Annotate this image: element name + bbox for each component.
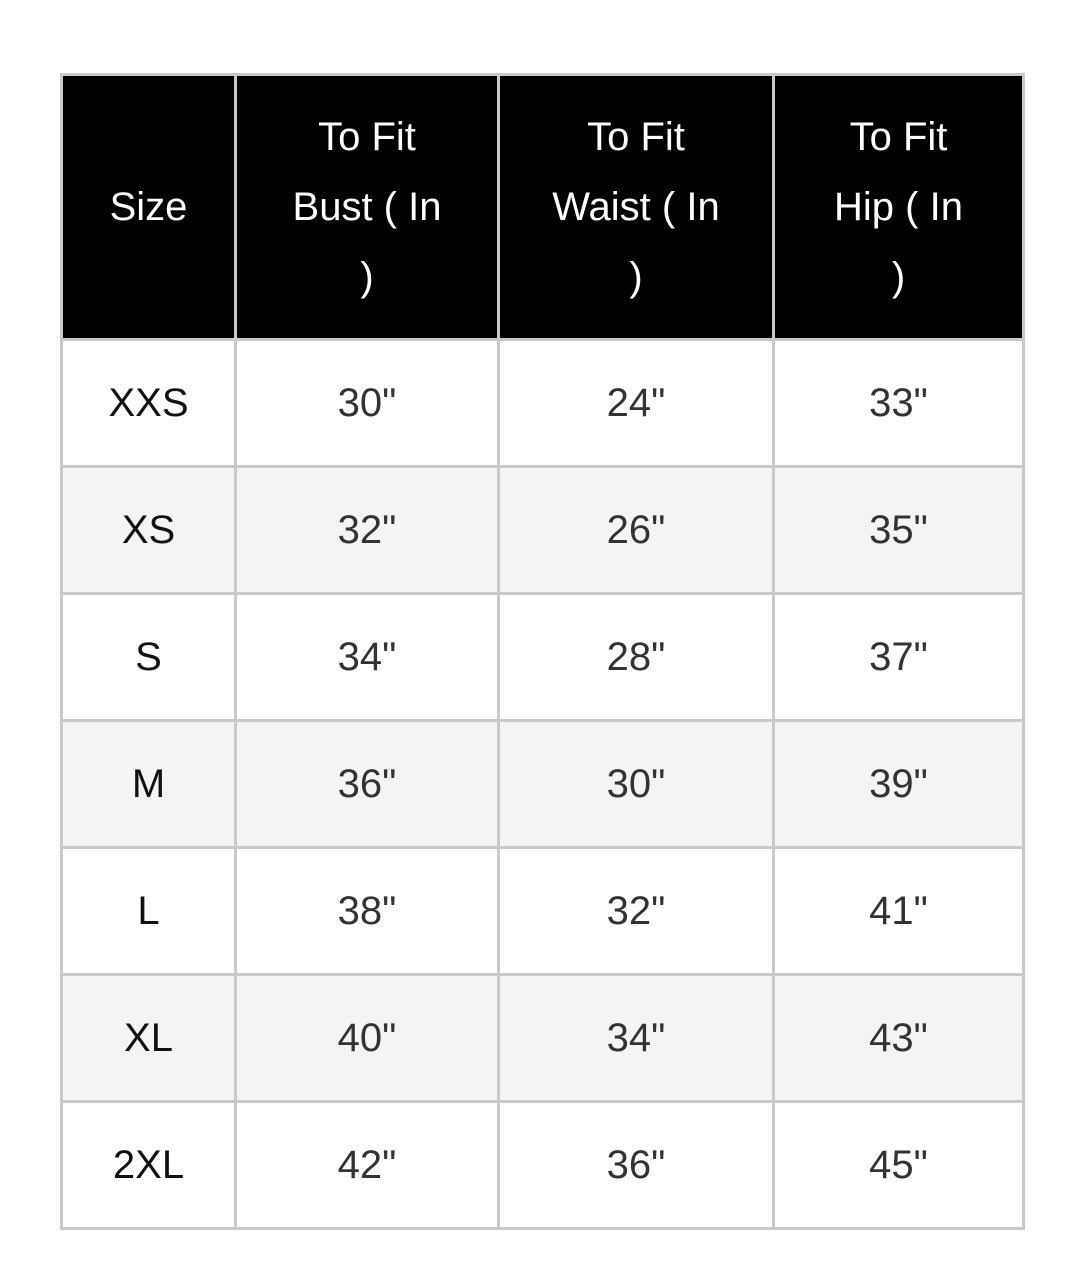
waist-cell: 32"	[499, 848, 774, 975]
bust-cell: 42"	[236, 1102, 499, 1229]
table-row	[62, 1102, 1024, 1229]
size-cell: XS	[62, 467, 236, 594]
waist-cell: 28"	[499, 594, 774, 721]
size-cell: M	[62, 721, 236, 848]
header-hip: To Fit Hip ( In )	[774, 75, 1024, 340]
hip-cell: 45"	[774, 1102, 1024, 1229]
header-waist: To Fit Waist ( In )	[499, 75, 774, 340]
waist-cell: 34"	[499, 975, 774, 1102]
table-row	[62, 340, 1024, 467]
size-cell: 2XL	[62, 1102, 236, 1229]
bust-cell: 40"	[236, 975, 499, 1102]
hip-cell: 39"	[774, 721, 1024, 848]
hip-cell: 43"	[774, 975, 1024, 1102]
waist-cell: 36"	[499, 1102, 774, 1229]
header-bust: To Fit Bust ( In )	[236, 75, 499, 340]
table-row	[62, 848, 1024, 975]
hip-cell: 35"	[774, 467, 1024, 594]
hip-cell: 41"	[774, 848, 1024, 975]
size-chart-table	[60, 73, 1025, 1230]
table-row	[62, 594, 1024, 721]
size-cell: XXS	[62, 340, 236, 467]
bust-cell: 34"	[236, 594, 499, 721]
waist-cell: 30"	[499, 721, 774, 848]
header-row	[62, 75, 1024, 340]
bust-cell: 38"	[236, 848, 499, 975]
waist-cell: 24"	[499, 340, 774, 467]
header-size: Size	[62, 75, 236, 340]
bust-cell: 30"	[236, 340, 499, 467]
size-cell: XL	[62, 975, 236, 1102]
hip-cell: 33"	[774, 340, 1024, 467]
hip-cell: 37"	[774, 594, 1024, 721]
size-cell: S	[62, 594, 236, 721]
bust-cell: 32"	[236, 467, 499, 594]
table-row	[62, 721, 1024, 848]
table-row	[62, 975, 1024, 1102]
size-cell: L	[62, 848, 236, 975]
bust-cell: 36"	[236, 721, 499, 848]
waist-cell: 26"	[499, 467, 774, 594]
table-row	[62, 467, 1024, 594]
